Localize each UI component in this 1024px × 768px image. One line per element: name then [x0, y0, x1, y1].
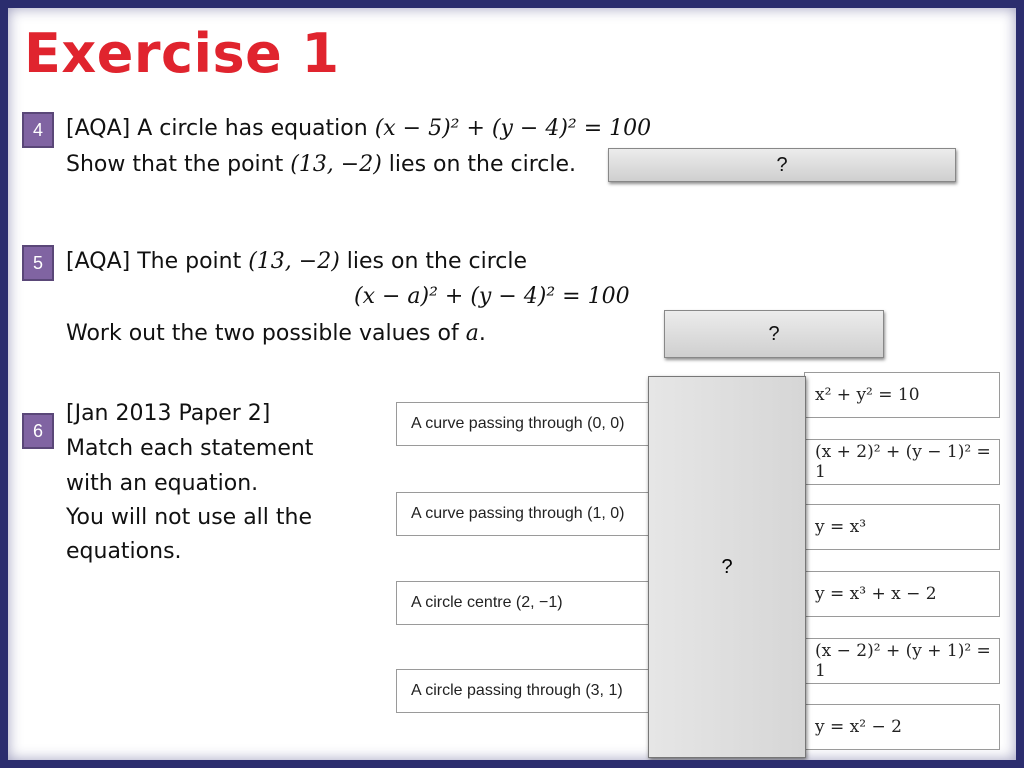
question-number-4: 4 — [22, 112, 54, 148]
q5-point: (13, −2) — [248, 249, 340, 274]
equation-box: y = x³ — [804, 504, 1000, 550]
statement-box: A circle passing through (3, 1) — [396, 669, 654, 713]
q4-line-2 — [66, 147, 576, 183]
q5-line-1-text-a: [AQA] The point — [66, 249, 249, 274]
q6-answer-reveal-button[interactable]: ? — [648, 376, 806, 758]
q6-line-3: with an equation. — [66, 471, 259, 496]
q4-answer-reveal-button[interactable]: ? — [608, 148, 956, 182]
equation-box: (x − 2)² + (y + 1)² = 1 — [804, 638, 1000, 684]
q4-line-2-text-a: Show that the point — [66, 152, 291, 177]
question-number-6: 6 — [22, 413, 54, 449]
q5-variable: a — [465, 321, 479, 346]
equation-box: y = x² − 2 — [804, 704, 1000, 750]
equation-box: x² + y² = 10 — [804, 372, 1000, 418]
q5-line-3-text-b: . — [478, 321, 486, 346]
statement-box: A curve passing through (0, 0) — [396, 402, 654, 446]
q6-line-2: Match each statement — [66, 436, 314, 461]
q6-line-1: [Jan 2013 Paper 2] — [66, 401, 271, 426]
q5-equation — [354, 279, 630, 315]
q4-point: (13, −2) — [290, 152, 382, 177]
q5-line-1-text-b: lies on the circle — [339, 249, 527, 274]
q5-line-3-text-a: Work out the two possible values of — [66, 321, 466, 346]
equation-box: y = x³ + x − 2 — [804, 571, 1000, 617]
question-number-5: 5 — [22, 245, 54, 281]
q4-line-1 — [66, 111, 651, 147]
q5-equation-math: (x − a)² + (y − 4)² = 100 — [354, 284, 630, 309]
statement-box: A curve passing through (1, 0) — [396, 492, 654, 536]
q6-line-5: equations. — [66, 539, 182, 564]
q6-line-4: You will not use all the — [66, 505, 312, 530]
q4-line-1-text: [AQA] A circle has equation — [66, 116, 375, 141]
q5-line-3 — [66, 316, 486, 352]
q4-line-2-text-b: lies on the circle. — [381, 152, 577, 177]
q5-line-1 — [66, 244, 527, 280]
q5-answer-reveal-button[interactable]: ? — [664, 310, 884, 358]
equation-box: (x + 2)² + (y − 1)² = 1 — [804, 439, 1000, 485]
page-title: Exercise 1 — [24, 22, 340, 85]
statement-box: A circle centre (2, −1) — [396, 581, 654, 625]
slide — [8, 8, 1016, 760]
q4-equation: (x − 5)² + (y − 4)² = 100 — [374, 116, 652, 141]
